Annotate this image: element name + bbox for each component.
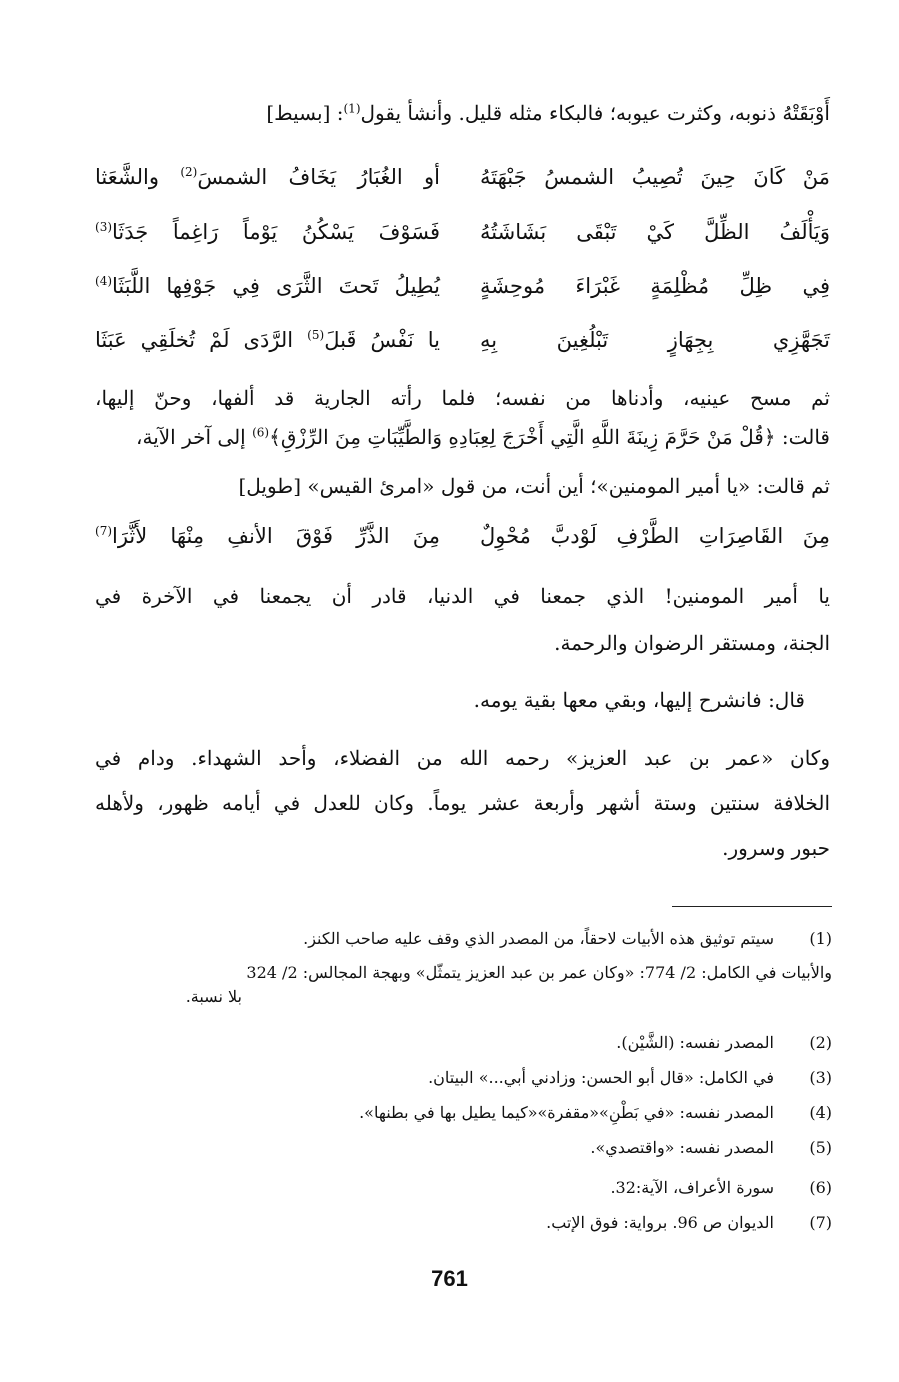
hemistich-tail: والشَّعَثا — [95, 165, 181, 189]
verse-first-hemistich: مَنْ كَانَ حِينَ تُصِيبُ الشمسُ جَبْهَتَهُ — [480, 165, 830, 189]
paragraph-line: ثم قالت: «يا أمير المومنين»؛ أين أنت، من قول «امرئ القيس» [طويل] — [238, 474, 830, 498]
poem-verse — [95, 516, 830, 556]
paragraph-line: يا أمير المومنين! الذي جمعنا في الدنيا، قادر أن يجمعنا في الآخرة في — [95, 584, 830, 608]
footnote — [170, 928, 832, 1006]
paragraph-line: قال: فانشرح إليها، وبقي معها بقية يومه. — [473, 688, 805, 712]
footnote-ref: (1) — [343, 101, 361, 116]
verse-second-hemistich — [95, 157, 440, 197]
footnote-number: (7) — [809, 1213, 832, 1232]
footnote-text: المصدر نفسه: «واقتصدي». — [590, 1138, 774, 1157]
quran-quote: قالت: ﴿قُلْ مَنْ حَرَّمَ زِينَةَ اللَّهِ الَّتِي أَخْرَجَ لِعِبَادِهِ وَالطَّيِّبَاتِ مِنَ الرِّزْقِ﴾ — [269, 425, 830, 449]
hemistich-tail: الرَّدَى لَمْ تُخلَقِي عَبَثَا — [95, 328, 308, 352]
meter-label: : [بسيط] — [266, 101, 344, 125]
footnote-text: والأبيات في الكامل: 2/ 774: «وكان عمر بن عبد العزيز يتمثّل» وبهجة المجالس: 2/ 324 — [246, 963, 832, 982]
verse-second-hemistich — [95, 516, 440, 556]
footnote-ref: (3) — [95, 220, 113, 234]
footnote-separator — [672, 906, 832, 907]
verse-first-hemistich: تَجَهَّزِي بِجِهَازٍ تَبْلُغِينَ بِهِ — [480, 328, 830, 352]
verse-first-hemistich: وَيَأْلَفُ الظِّلَّ كَيْ تَبْقَى بَشَاشَتُهُ — [480, 220, 830, 244]
footnote-text: في الكامل: «قال أبو الحسن: وزادني أبي...» البيتان. — [428, 1068, 774, 1087]
paragraph-line: الخلافة سنتين وستة أشهر وأربعة عشر يوماً. وكان للعدل في أيامه ظهور، ولأهله — [95, 791, 830, 815]
footnote-text: سورة الأعراف، الآية:32. — [610, 1178, 774, 1197]
footnote-number: (1) — [809, 929, 832, 948]
intro-line — [95, 100, 830, 126]
paragraph-line: ثم مسح عينيه، وأدناها من نفسه؛ فلما رأته الجارية قد ألفها، وحنّ إليها، — [95, 386, 830, 410]
verse-first-hemistich: مِنَ القَاصِرَاتِ الطَّرْفِ لَوْدبَّ مُحْوِلٌ — [480, 524, 830, 548]
footnote-number: (5) — [809, 1138, 832, 1157]
verse-second-hemistich — [95, 212, 440, 252]
footnote-ref: (4) — [95, 274, 113, 288]
intro-text: أَوْبَقَتْهُ ذنوبه، وكثرت عيوبه؛ فالبكاء مثله قليل. وأنشأ يقول — [360, 101, 830, 125]
footnote-text: بلا نسبة. — [185, 987, 242, 1006]
footnote-number: (2) — [809, 1033, 832, 1052]
paragraph-line: حبور وسرور. — [722, 836, 830, 860]
footnote-text: الديوان ص 96. برواية: فوق الإتب. — [546, 1213, 774, 1232]
footnote-ref: (2) — [180, 165, 198, 179]
poem-verse — [95, 212, 830, 252]
footnote-number: (4) — [809, 1103, 832, 1122]
hemistich-text: يا نَفْسُ قَبلَ — [324, 328, 440, 352]
footnote-number: (6) — [809, 1178, 832, 1197]
footnote-text: المصدر نفسه: (الشَّيْن). — [616, 1033, 774, 1052]
footnote-text: سيتم توثيق هذه الأبيات لاحقاً، من المصدر الذي وقف عليه صاحب الكنز. — [303, 929, 774, 948]
verse-second-hemistich — [95, 320, 440, 360]
verse-second-hemistich — [95, 266, 440, 306]
footnote-ref: (5) — [307, 328, 325, 342]
footnote-ref: (6) — [252, 425, 270, 440]
poem-verse — [95, 320, 830, 360]
poem-verse — [95, 157, 830, 197]
verse-first-hemistich: فِي ظِلِّ مُظْلِمَةٍ غَبْرَاءَ مُوحِشَةٍ — [480, 274, 830, 298]
hemistich-text: مِنَ الذَّرِّ فَوْقَ الأنفِ مِنْهَا لأَثَّرَا — [112, 524, 440, 548]
page-number: 761 — [431, 1266, 468, 1291]
poem-verse — [95, 266, 830, 306]
footnote-ref: (7) — [95, 524, 113, 538]
paragraph-text: إلى آخر الآية، — [136, 425, 253, 449]
paragraph-line: وكان «عمر بن عبد العزيز» رحمه الله من الفضلاء، وأحد الشهداء. ودام في — [95, 746, 830, 770]
footnote-text: المصدر نفسه: «في بَطْنِ»«مقفرة»«كيما يطيل بها في بطنها». — [359, 1103, 774, 1122]
hemistich-text: يُطِيلُ تَحتَ الثَّرَى فِي جَوْفِها اللَّبَثَا — [112, 274, 440, 298]
paragraph-line — [95, 424, 830, 450]
footnote-number: (3) — [809, 1068, 832, 1087]
hemistich-text: أو الغُبَارُ يَخَافُ الشمسَ — [197, 165, 440, 189]
hemistich-text: فَسَوْفَ يَسْكُنُ يَوْماً رَاغِماً جَدَثَا — [112, 220, 440, 244]
paragraph-line: الجنة، ومستقر الرضوان والرحمة. — [554, 631, 830, 655]
